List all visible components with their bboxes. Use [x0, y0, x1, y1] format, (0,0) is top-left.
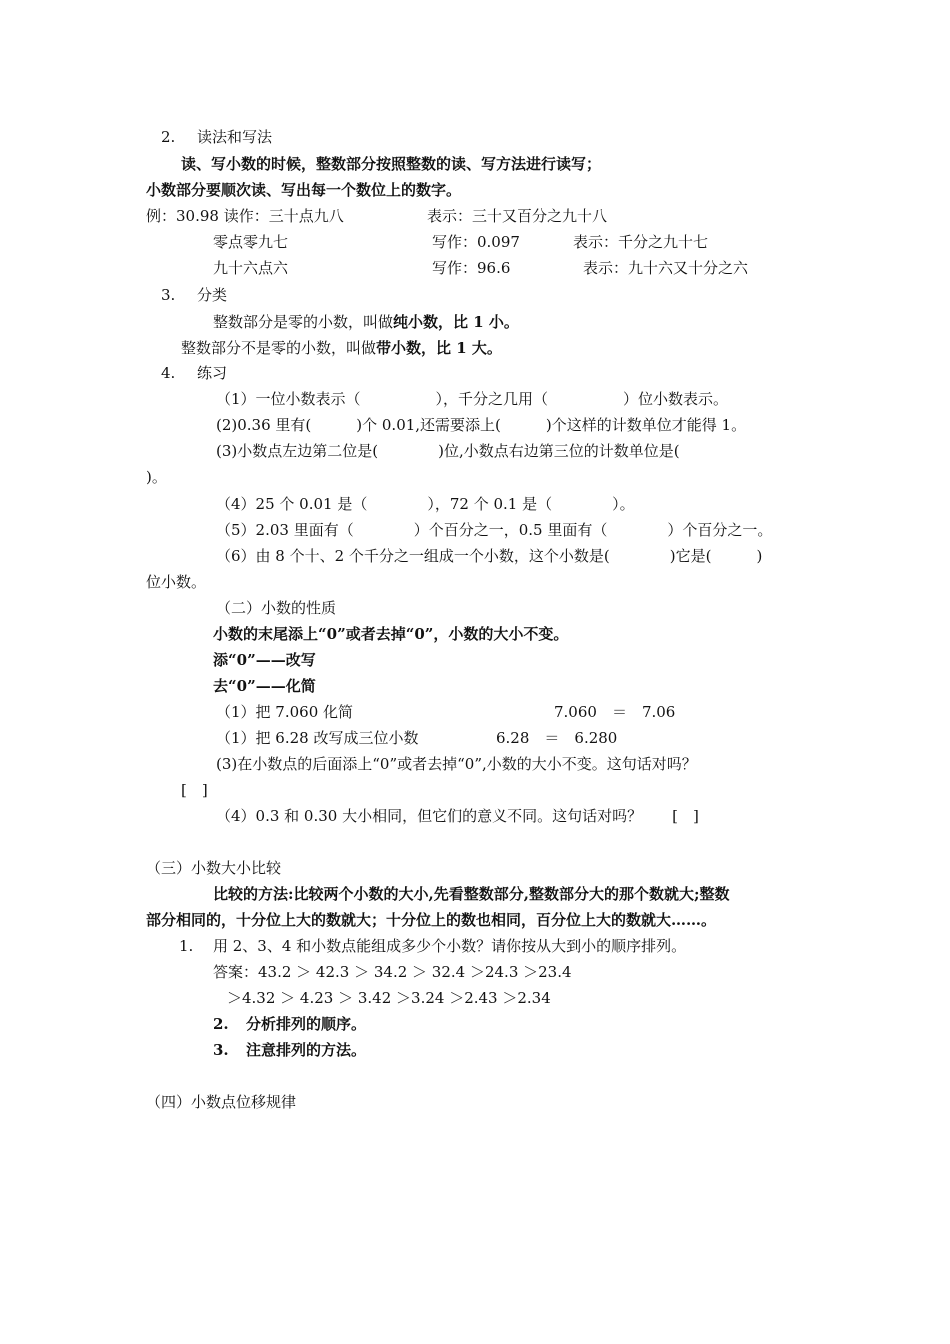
- property-exercise-3: (3)在小数点的后面添上“0”或者去掉“0”,小数的大小不变。这句话对吗？: [216, 755, 697, 773]
- section-3-number: 3.: [161, 286, 176, 304]
- pure-decimal-term: 纯小数，比 1 小。: [393, 313, 519, 331]
- exercise-6: （6）由 8 个十、2 个千分之一组成一个小数，这个小数是( )它是( ): [216, 547, 763, 565]
- property-rule: 小数的末尾添上“0”或者去掉“0”，小数的大小不变。: [213, 625, 569, 643]
- reading-rule-line-1: 读、写小数的时候，整数部分按照整数的读、写方法进行读写；: [181, 155, 602, 173]
- exercise-1: （1）一位小数表示（ ），千分之几用（ ）位小数表示。: [216, 390, 729, 408]
- property-exercise-2-equation: 6.28 ＝ 6.280: [496, 729, 618, 747]
- exercise-2: (2)0.36 里有( )个 0.01,还需要添上( )个这样的计数单位才能得 1。: [216, 416, 747, 434]
- example-3-write: 写作：96.6: [432, 259, 511, 277]
- property-exercise-1-equation: 7.060 ＝ 7.06: [554, 703, 676, 721]
- section-3-title: 分类: [197, 286, 228, 304]
- example-2-write: 写作：0.097: [432, 233, 520, 251]
- property-remove-zero: 去“0”——化简: [213, 677, 316, 695]
- section-4-number: 4.: [161, 364, 176, 382]
- mixed-decimal-term: 带小数，比 1 大。: [376, 339, 502, 357]
- property-exercise-3-answer-bracket: [ ]: [181, 781, 208, 799]
- example-1-show: 表示：三十又百分之九十八: [427, 207, 608, 225]
- compare-item-1-text: 用 2、3、4 和小数点能组成多少个小数？请你按从大到小的顺序排列。: [213, 937, 687, 955]
- exercise-4: （4）25 个 0.01 是（ ），72 个 0.1 是（ ）。: [216, 495, 635, 513]
- compare-item-1-number: 1.: [179, 937, 194, 955]
- compare-item-2-text: 分析排列的顺序。: [246, 1015, 367, 1033]
- property-heading: （二）小数的性质: [216, 599, 337, 617]
- compare-item-2-number: 2.: [213, 1015, 229, 1033]
- exercise-3: (3)小数点左边第二位是( )位,小数点右边第三位的计数单位是(: [216, 442, 680, 460]
- example-2-read: 零点零九七: [213, 233, 289, 251]
- shift-heading: （四）小数点位移规律: [146, 1093, 297, 1111]
- compare-method-line-2: 部分相同的，十分位上大的数就大；十分位上的数也相同，百分位上大的数就大……。: [146, 911, 717, 929]
- exercise-3-continued: )。: [146, 468, 167, 486]
- example-1-read: 例：30.98 读作：三十点九八: [146, 207, 344, 225]
- reading-rule-line-2: 小数部分要顺次读、写出每一个数位上的数字。: [146, 181, 462, 199]
- compare-answer-line-2: ＞4.32 ＞ 4.23 ＞ 3.42 ＞3.24 ＞2.43 ＞2.34: [227, 989, 551, 1007]
- example-2-show: 表示：千分之九十七: [573, 233, 709, 251]
- property-add-zero: 添“0”——改写: [213, 651, 316, 669]
- section-2-number: 2.: [161, 128, 176, 146]
- exercise-5: （5）2.03 里面有（ ）个百分之一，0.5 里面有（ ）个百分之一。: [216, 521, 773, 539]
- example-3-show: 表示：九十六又十分之六: [583, 259, 749, 277]
- pure-decimal-text: 整数部分是零的小数，叫做: [213, 313, 394, 331]
- section-4-title: 练习: [197, 364, 228, 382]
- compare-item-3-text: 注意排列的方法。: [246, 1041, 367, 1059]
- mixed-decimal-definition: [181, 338, 502, 358]
- compare-answer-line-1: 答案：43.2 ＞ 42.3 ＞ 34.2 ＞ 32.4 ＞24.3 ＞23.4: [213, 963, 572, 981]
- compare-item-3-number: 3.: [213, 1041, 229, 1059]
- example-3-read: 九十六点六: [213, 259, 289, 277]
- compare-heading: （三）小数大小比较: [146, 859, 282, 877]
- exercise-6-continued: 位小数。: [146, 573, 207, 591]
- section-2-title: 读法和写法: [197, 128, 273, 146]
- mixed-decimal-text: 整数部分不是零的小数，叫做: [181, 339, 377, 357]
- compare-method-line-1: 比较的方法:比较两个小数的大小,先看整数部分,整数部分大的那个数就大;整数: [213, 885, 730, 903]
- property-exercise-1: （1）把 7.060 化简: [216, 703, 354, 721]
- property-exercise-4: （4）0.3 和 0.30 大小相同，但它们的意义不同。这句话对吗？ [ ]: [216, 807, 699, 825]
- pure-decimal-definition: [213, 312, 519, 332]
- property-exercise-2: （1）把 6.28 改写成三位小数: [216, 729, 419, 747]
